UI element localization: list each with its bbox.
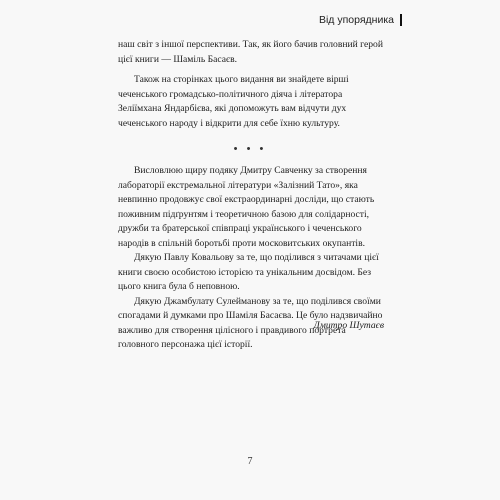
signature: Дмитро Шутаєв: [313, 320, 384, 331]
section-separator: • • •: [233, 143, 267, 155]
paragraph: Дякую Джамбулату Сулейманову за те, що поділився своїми спогадами й думками про Шаміля Басаєва. Це було надзвичайно важливо для створення цілісного і правдивого портрета головного персонажа цієї історії.: [118, 295, 383, 350]
paragraph: Висловлюю щиру подяку Дмитру Савченку за створення лабораторії екстремальної літератури «Залізний Тато», яка невпинно продовжує свої екстраординарні досліди, що стають поживним підґрунтям і теоретичною базою для солідарності, дружби та братерської співпраці українського і чеченського народів в спільній боротьбі проти московитських окупантів.: [118, 165, 375, 249]
running-head: [319, 14, 402, 26]
running-head-bar: [400, 14, 402, 26]
running-head-title: Від упорядника: [318, 14, 394, 26]
text-block-top: [118, 38, 384, 131]
paragraph: Також на сторінках цього видання ви знайдете вірші чеченського громадсько-політичного діяча і літератора Зеліїмхана Яндарбієва, які допоможуть вам відчути дух чеченського народу і відкрити для себе їхню культуру.: [118, 74, 349, 129]
paragraph: Дякую Павлу Ковальову за те, що поділився з читачами цієї книги своєю особистою історією та унікальним досвідом. Без цього книга була б неповною.: [118, 252, 379, 292]
page-number: 7: [247, 456, 253, 467]
paragraph: наш світ з іншої перспективи. Так, як його бачив головний герой цієї книги — Шаміль Басаєв.: [118, 39, 383, 65]
